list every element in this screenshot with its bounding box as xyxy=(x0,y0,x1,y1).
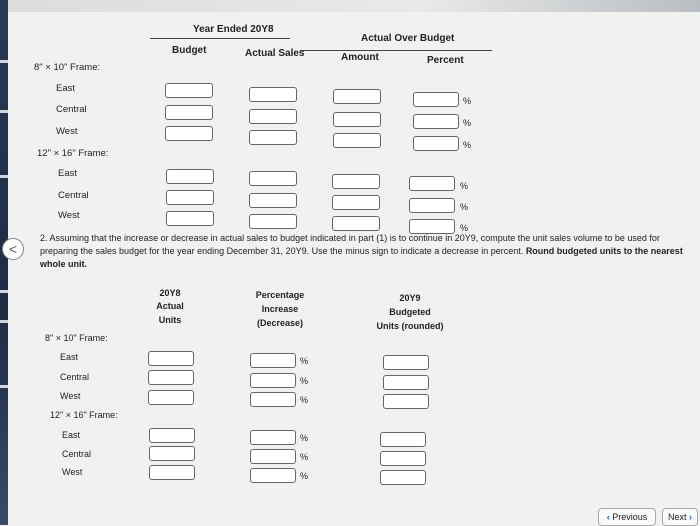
actual-units-input[interactable] xyxy=(149,428,195,443)
pct-change-input[interactable] xyxy=(250,449,296,464)
row-label-east: East xyxy=(56,83,76,94)
percent-sign: % xyxy=(463,96,472,106)
actual-units-input[interactable] xyxy=(148,390,194,405)
col-budget: Budget xyxy=(172,45,207,56)
col-amount: Amount xyxy=(341,52,379,63)
percent-sign: % xyxy=(300,395,309,405)
pct-change-input[interactable] xyxy=(250,430,296,445)
chevron-left-icon: ‹ xyxy=(606,512,610,522)
pct-change-input[interactable] xyxy=(250,468,296,483)
col-actual-sales: Actual Sales xyxy=(245,48,305,59)
back-arrow-button[interactable]: < xyxy=(2,238,24,260)
row-label-east: East xyxy=(62,430,81,440)
percent-sign: % xyxy=(463,140,472,150)
amount-input[interactable] xyxy=(333,133,381,148)
sidebar-marker xyxy=(0,320,8,323)
actual-units-input[interactable] xyxy=(149,465,195,480)
row-label-central: Central xyxy=(60,372,90,382)
row-label-east: East xyxy=(58,168,78,179)
sidebar-marker xyxy=(0,60,8,63)
percent-sign: % xyxy=(300,376,309,386)
header-underline xyxy=(300,50,492,51)
instruction-bold: Round budgeted units to the nearest whole unit. xyxy=(40,246,683,269)
amount-input[interactable] xyxy=(332,195,380,210)
header-underline xyxy=(150,38,290,39)
amount-input[interactable] xyxy=(333,112,381,127)
percent-input[interactable] xyxy=(413,114,459,129)
budgeted-units-input[interactable] xyxy=(380,451,426,466)
row-label-west: West xyxy=(60,391,81,401)
sidebar-marker xyxy=(0,290,8,293)
group-label-8x10: 8" × 10" Frame: xyxy=(34,62,101,73)
percent-sign: % xyxy=(460,181,469,191)
percent-input[interactable] xyxy=(409,176,455,191)
col-actual: Actual xyxy=(156,301,184,311)
instruction-text: 2. Assuming that the increase or decrease in actual sales to budget indicated in part (1) is to continue in 20Y9, compute the unit sales volume to be used for preparing the sales budget for the year ending December 31, 20Y9. Use the minus sign to indicate a decrease in percent. xyxy=(40,233,660,256)
col-increase: Increase xyxy=(261,304,299,314)
part2-instructions xyxy=(40,232,700,271)
row-label-east: East xyxy=(60,352,79,362)
percent-input[interactable] xyxy=(409,198,455,213)
percent-sign: % xyxy=(300,452,309,462)
previous-label: Previous xyxy=(612,512,648,522)
col-percentage: Percentage xyxy=(255,290,305,300)
row-label-west: West xyxy=(56,126,78,137)
group-label-8x10: 8" × 10" Frame: xyxy=(45,333,108,343)
budget-input[interactable] xyxy=(166,211,214,226)
percent-sign: % xyxy=(460,223,469,233)
col-units-rounded: Units (rounded) xyxy=(376,321,444,331)
sidebar-marker xyxy=(0,385,8,388)
chevron-right-icon: › xyxy=(689,512,693,522)
pct-change-input[interactable] xyxy=(250,392,296,407)
budget-input[interactable] xyxy=(166,169,214,184)
group-label-12x16: 12" × 16" Frame: xyxy=(37,148,109,159)
col-budgeted: Budgeted xyxy=(389,307,431,317)
pct-change-input[interactable] xyxy=(250,353,296,368)
amount-input[interactable] xyxy=(332,174,380,189)
budget-input[interactable] xyxy=(165,126,213,141)
col-20y9: 20Y9 xyxy=(399,293,421,303)
actual-units-input[interactable] xyxy=(149,446,195,461)
actual-sales-input[interactable] xyxy=(249,87,297,102)
col-percent: Percent xyxy=(427,55,464,66)
header-actual-over-budget: Actual Over Budget xyxy=(361,33,455,44)
percent-sign: % xyxy=(300,471,309,481)
percent-sign: % xyxy=(463,118,472,128)
actual-sales-input[interactable] xyxy=(249,109,297,124)
actual-units-input[interactable] xyxy=(148,351,194,366)
pct-change-input[interactable] xyxy=(250,373,296,388)
next-button[interactable] xyxy=(662,508,698,526)
left-sidebar-strip xyxy=(0,0,8,525)
row-label-central: Central xyxy=(58,190,89,201)
budget-input[interactable] xyxy=(165,105,213,120)
amount-input[interactable] xyxy=(332,216,380,231)
actual-units-input[interactable] xyxy=(148,370,194,385)
col-units: Units xyxy=(158,315,182,325)
row-label-west: West xyxy=(62,467,83,477)
percent-input[interactable] xyxy=(413,92,459,107)
next-label: Next xyxy=(667,512,687,522)
budgeted-units-input[interactable] xyxy=(383,394,429,409)
percent-sign: % xyxy=(300,356,309,366)
previous-button[interactable] xyxy=(598,508,656,526)
col-decrease: (Decrease) xyxy=(256,318,304,328)
amount-input[interactable] xyxy=(333,89,381,104)
sidebar-marker xyxy=(0,175,8,178)
budgeted-units-input[interactable] xyxy=(383,375,429,390)
actual-sales-input[interactable] xyxy=(249,214,297,229)
window-top-bar xyxy=(0,0,700,12)
sidebar-marker xyxy=(0,110,8,113)
row-label-central: Central xyxy=(56,104,87,115)
budgeted-units-input[interactable] xyxy=(380,470,426,485)
actual-sales-input[interactable] xyxy=(249,193,297,208)
row-label-west: West xyxy=(58,210,80,221)
budget-input[interactable] xyxy=(166,190,214,205)
percent-sign: % xyxy=(460,202,469,212)
actual-sales-input[interactable] xyxy=(249,130,297,145)
actual-sales-input[interactable] xyxy=(249,171,297,186)
percent-input[interactable] xyxy=(413,136,459,151)
row-label-central: Central xyxy=(62,449,92,459)
percent-sign: % xyxy=(300,433,309,443)
col-20y8: 20Y8 xyxy=(159,288,181,298)
budgeted-units-input[interactable] xyxy=(380,432,426,447)
header-year-ended: Year Ended 20Y8 xyxy=(193,24,274,35)
budget-input[interactable] xyxy=(165,83,213,98)
group-label-12x16: 12" × 16" Frame: xyxy=(50,410,118,420)
budgeted-units-input[interactable] xyxy=(383,355,429,370)
